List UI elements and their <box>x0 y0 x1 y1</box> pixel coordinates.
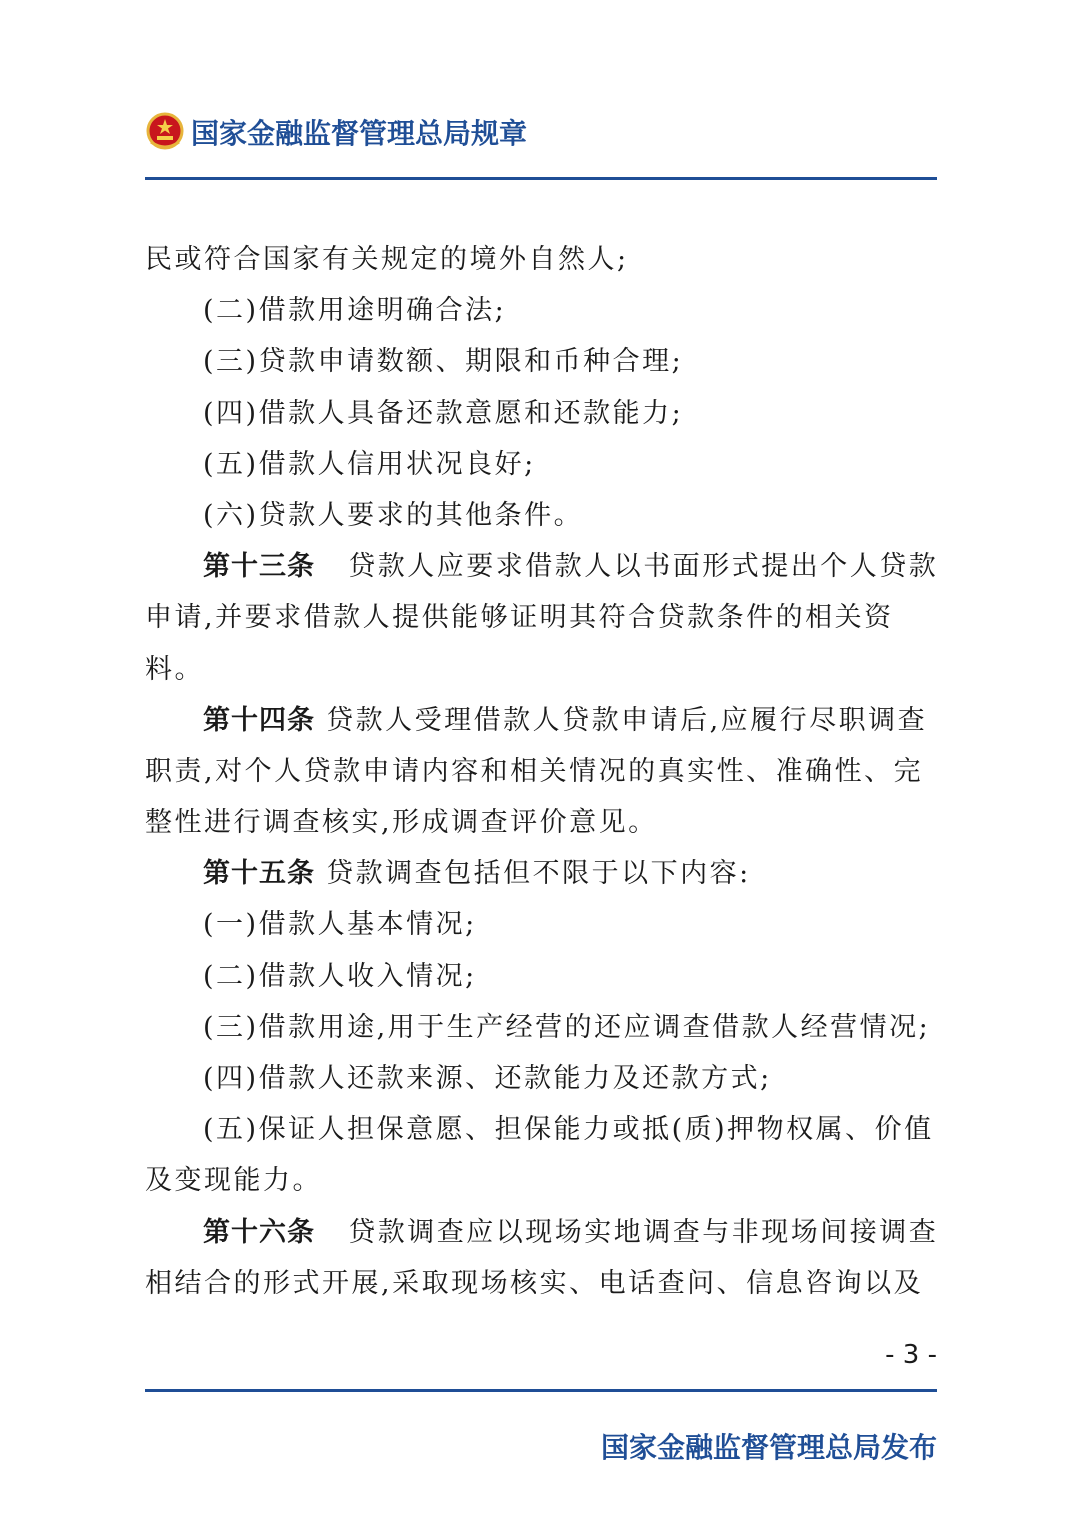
text-line: 职责,对个人贷款申请内容和相关情况的真实性、准确性、完 <box>145 755 924 787</box>
page-number: - 3 - <box>885 1340 937 1370</box>
list-item: (二)借款用途明确合法; <box>203 295 507 327</box>
article-title: 第十三条 <box>203 551 315 583</box>
article-title: 第十四条 <box>203 704 315 736</box>
article-16 <box>145 1207 937 1258</box>
list-item: (二)借款人收入情况; <box>203 960 477 992</box>
list-item: (四)借款人还款来源、还款能力及还款方式; <box>203 1063 772 1094</box>
footer-publisher: 国家金融监督管理总局发布 <box>600 1431 937 1464</box>
text-line: 及变现能力。 <box>145 1165 322 1197</box>
list-item: (三)贷款申请数额、期限和币种合理; <box>203 346 684 378</box>
page-header <box>145 112 527 152</box>
document-body <box>145 234 937 1309</box>
national-emblem-icon <box>145 112 185 152</box>
text-line: 申请,并要求借款人提供能够证明其符合贷款条件的相关资 <box>145 602 894 634</box>
article-13 <box>145 541 937 592</box>
list-item: (五)借款人信用状况良好; <box>203 448 536 480</box>
header-title: 国家金融监督管理总局规章 <box>191 117 528 150</box>
article-15 <box>145 848 937 899</box>
list-item: (一)借款人基本情况; <box>203 909 477 941</box>
text-line: 整性进行调查核实,形成调查评价意见。 <box>145 807 658 839</box>
list-item: (六)贷款人要求的其他条件。 <box>203 499 584 531</box>
article-text: 贷款调查包括但不限于以下内容: <box>326 858 751 890</box>
text-line: 相结合的形式开展,采取现场核实、电话查问、信息咨询以及 <box>145 1267 924 1299</box>
article-text: 贷款调查应以现场实地调查与非现场间接调查 <box>348 1216 939 1248</box>
article-title: 第十五条 <box>203 858 315 890</box>
footer-divider <box>145 1389 937 1392</box>
list-item: (五)保证人担保意愿、担保能力或抵(质)押物权属、价值 <box>203 1114 934 1146</box>
article-14 <box>145 695 937 746</box>
article-text: 贷款人受理借款人贷款申请后,应履行尽职调查 <box>326 704 928 736</box>
article-text: 贷款人应要求借款人以书面形式提出个人贷款 <box>348 551 939 583</box>
article-title: 第十六条 <box>203 1216 315 1248</box>
text-line: 料。 <box>145 653 204 685</box>
list-item: (三)借款用途,用于生产经营的还应调查借款人经营情况; <box>203 1011 931 1043</box>
list-item: (四)借款人具备还款意愿和还款能力; <box>203 397 684 429</box>
header-divider <box>145 177 937 180</box>
text-line: 民或符合国家有关规定的境外自然人; <box>145 244 629 275</box>
